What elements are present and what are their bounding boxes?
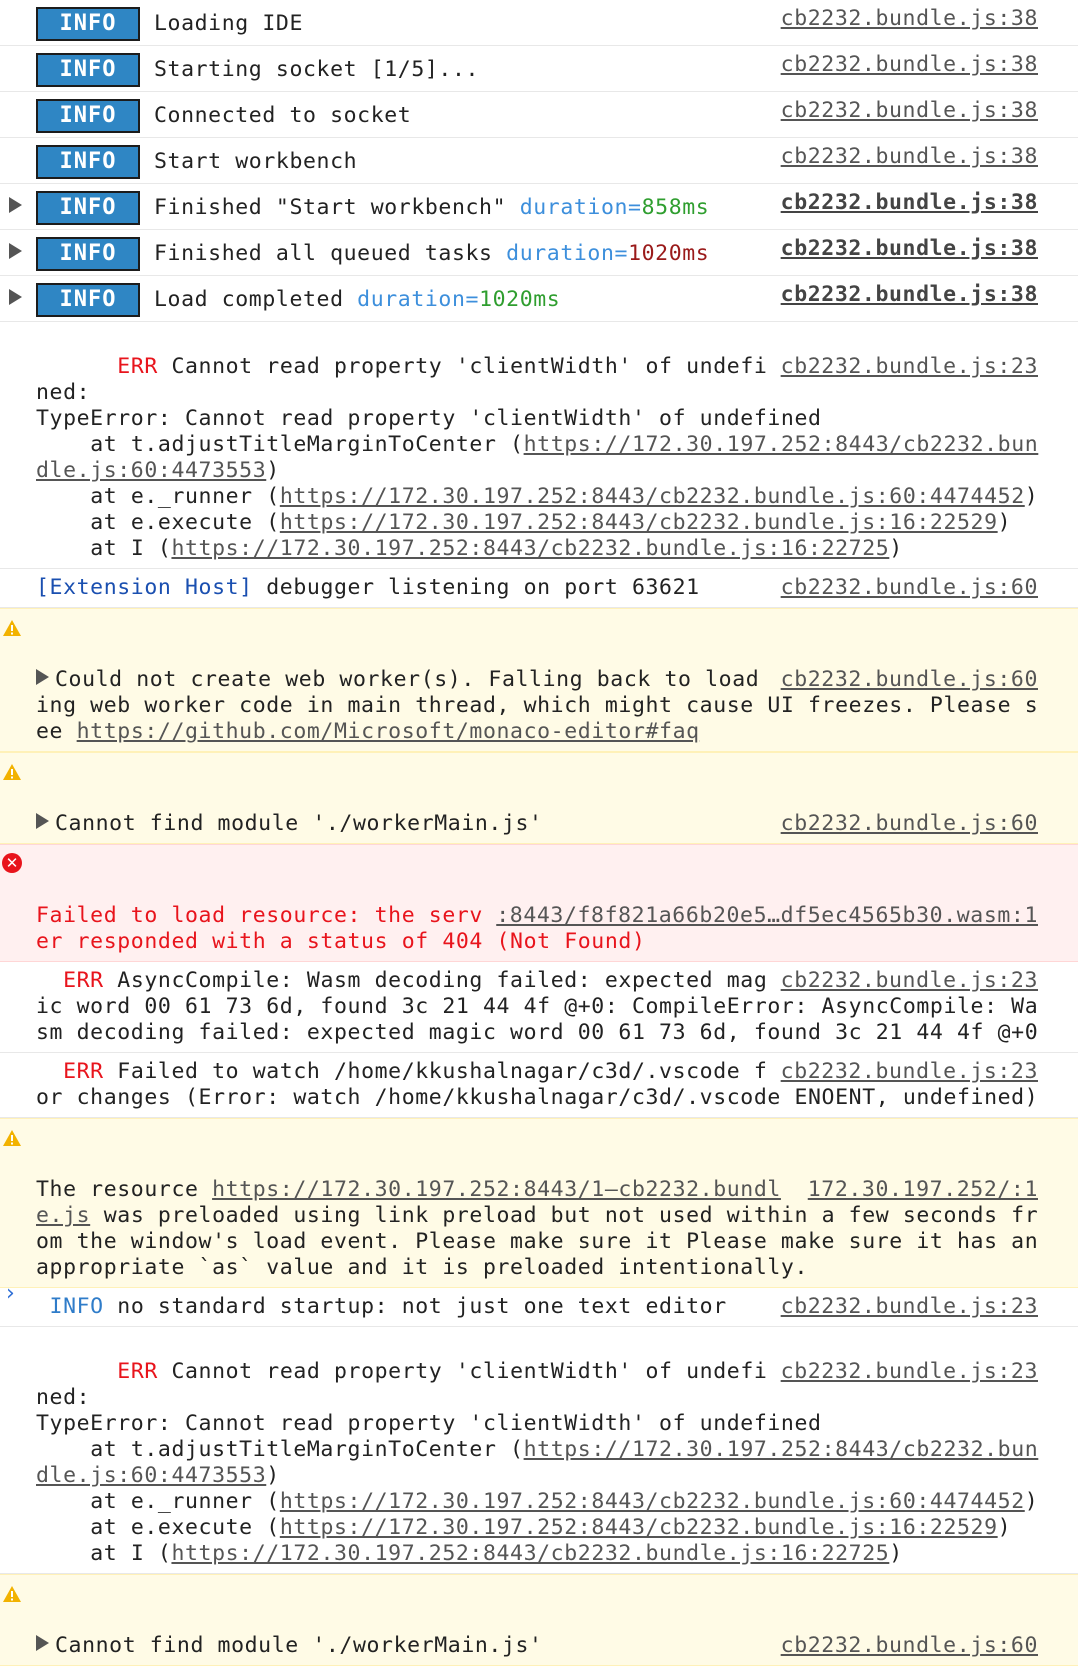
log-message: was preloaded using link preload but not used within a few seconds from the window's load event. Please make sure it Please make sure it has an appropriate `as` value and it is preloaded intentionally.	[36, 1203, 1052, 1280]
stack-link[interactable]: https://172.30.197.252:8443/cb2232.bundle.js:60:4473553	[36, 432, 1039, 483]
message-text: Finished "Start workbench"	[154, 195, 520, 220]
error-type-line: TypeError: Cannot read property 'clientWidth' of undefined	[36, 406, 822, 431]
stack-prefix: at I (	[36, 536, 172, 561]
expand-triangle-icon[interactable]	[9, 243, 22, 259]
log-message: Failed to load resource: the server responded with a status of 404 (Not Found)	[36, 903, 646, 954]
log-message: Connected to socket	[154, 103, 412, 128]
source-link[interactable]: cb2232.bundle.js:38	[780, 98, 1038, 123]
source-link[interactable]: cb2232.bundle.js:23	[780, 968, 1038, 993]
source-link[interactable]: cb2232.bundle.js:38	[780, 190, 1038, 215]
log-message: Starting socket [1/5]...	[154, 57, 480, 82]
log-message: Start workbench	[154, 149, 358, 174]
log-message: no standard startup: not just one text editor	[103, 1294, 727, 1319]
source-link[interactable]: cb2232.bundle.js:23	[780, 1294, 1038, 1319]
log-message	[154, 195, 709, 221]
log-message	[154, 287, 560, 313]
console-prompt-icon[interactable]: ›	[6, 1281, 16, 1306]
stack-prefix: at e._runner (	[36, 484, 280, 509]
stack-link[interactable]: https://172.30.197.252:8443/cb2232.bundle.js:16:22725	[171, 536, 890, 561]
paren: )	[1024, 1489, 1039, 1514]
warning-icon	[2, 1129, 22, 1147]
paren: )	[266, 458, 280, 483]
source-link[interactable]: cb2232.bundle.js:60	[780, 667, 1038, 692]
log-row-err	[0, 322, 1078, 569]
stack-link[interactable]: https://172.30.197.252:8443/cb2232.bundle.js:60:4473553	[36, 1437, 1039, 1488]
warning-icon	[2, 619, 22, 637]
log-row-warning[interactable]	[0, 608, 1078, 752]
info-badge: INFO	[36, 99, 140, 133]
log-row-info	[0, 138, 1078, 184]
stack-prefix: at I (	[36, 1541, 172, 1566]
expand-triangle-icon[interactable]	[9, 197, 22, 213]
err-tag: ERR	[117, 354, 158, 379]
stack-prefix: at t.adjustTitleMarginToCenter (	[36, 432, 524, 457]
log-row-info-expandable[interactable]	[0, 184, 1078, 230]
info-tag: INFO	[49, 1294, 104, 1319]
log-row-info	[0, 0, 1078, 46]
log-message-prefix: The resource	[36, 1177, 213, 1202]
source-link[interactable]: cb2232.bundle.js:60	[780, 1633, 1038, 1658]
log-row-error	[0, 844, 1078, 962]
log-message: Cannot find module './workerMain.js'	[55, 811, 543, 836]
info-badge: INFO	[36, 145, 140, 179]
source-link[interactable]: cb2232.bundle.js:38	[780, 236, 1038, 261]
duration-label: duration=	[506, 241, 629, 266]
stack-prefix: at e.execute (	[36, 510, 280, 535]
source-link[interactable]: 172.30.197.252/:1	[807, 1177, 1038, 1202]
duration-value: 1020ms	[628, 241, 710, 266]
paren: )	[997, 1515, 1012, 1540]
log-row-err	[0, 1053, 1078, 1118]
info-badge: INFO	[36, 283, 140, 317]
warning-icon	[2, 1585, 22, 1603]
paren: )	[889, 536, 903, 561]
extension-host-tag: [Extension Host]	[36, 575, 253, 600]
log-message	[154, 241, 709, 267]
error-type-line: TypeError: Cannot read property 'clientWidth' of undefined	[36, 1411, 822, 1436]
message-text: Load completed	[154, 287, 358, 312]
source-link[interactable]: cb2232.bundle.js:23	[780, 354, 1038, 379]
expand-triangle-icon[interactable]	[36, 813, 49, 829]
log-row-info	[0, 92, 1078, 138]
log-row-warning[interactable]	[0, 1574, 1078, 1666]
faq-link[interactable]: https://github.com/Microsoft/monaco-editor#faq	[76, 719, 700, 744]
source-link[interactable]: cb2232.bundle.js:38	[780, 144, 1038, 169]
log-message: Could not create web worker(s). Falling back to loading web worker code in main thread, which might cause UI freezes. Please see	[36, 667, 1039, 744]
source-link[interactable]: cb2232.bundle.js:23	[780, 1059, 1038, 1084]
stack-link[interactable]: https://172.30.197.252:8443/cb2232.bundle.js:16:22529	[279, 510, 998, 535]
log-row-info-expandable[interactable]	[0, 230, 1078, 276]
expand-triangle-icon[interactable]	[36, 1635, 49, 1651]
log-row-info-text	[0, 1288, 1078, 1327]
err-tag: ERR	[63, 968, 104, 993]
log-message: debugger listening on port 63621	[252, 575, 700, 600]
log-message: Failed to watch /home/kkushalnagar/c3d/.vscode for changes (Error: watch /home/kkushalnagar/c3d/.vscode ENOENT, undefined)	[36, 1059, 1039, 1110]
log-row-info	[0, 46, 1078, 92]
log-message: Cannot read property 'clientWidth' of undefined:	[36, 1359, 768, 1410]
paren: )	[266, 1463, 280, 1488]
duration-label: duration=	[357, 287, 480, 312]
source-link[interactable]: cb2232.bundle.js:38	[780, 52, 1038, 77]
resource-link[interactable]: https://172.30.197.252:8443/1–cb2232.bundle.js	[36, 1177, 781, 1228]
duration-label: duration=	[519, 195, 642, 220]
log-row-info-expandable[interactable]	[0, 276, 1078, 322]
log-message: Cannot find module './workerMain.js'	[55, 1633, 543, 1658]
stack-link[interactable]: https://172.30.197.252:8443/cb2232.bundle.js:16:22529	[279, 1515, 998, 1540]
source-link[interactable]: cb2232.bundle.js:38	[780, 282, 1038, 307]
warning-icon	[2, 763, 22, 781]
stack-link[interactable]: https://172.30.197.252:8443/cb2232.bundle.js:60:4474452	[279, 1489, 1025, 1514]
err-tag: ERR	[63, 1059, 104, 1084]
stack-link[interactable]: https://172.30.197.252:8443/cb2232.bundle.js:16:22725	[171, 1541, 890, 1566]
source-link[interactable]: :8443/f8f821a66b20e5…df5ec4565b30.wasm:1	[496, 903, 1038, 928]
stack-link[interactable]: https://172.30.197.252:8443/cb2232.bundle.js:60:4474452	[279, 484, 1025, 509]
source-link[interactable]: cb2232.bundle.js:60	[780, 575, 1038, 600]
info-badge: INFO	[36, 7, 140, 41]
stack-prefix: at t.adjustTitleMarginToCenter (	[36, 1437, 524, 1462]
info-badge: INFO	[36, 237, 140, 271]
source-link[interactable]: cb2232.bundle.js:38	[780, 6, 1038, 31]
expand-triangle-icon[interactable]	[9, 289, 22, 305]
info-badge: INFO	[36, 53, 140, 87]
stack-prefix: at e._runner (	[36, 1489, 280, 1514]
stack-prefix: at e.execute (	[36, 1515, 280, 1540]
log-row-err	[0, 1327, 1078, 1574]
paren: )	[997, 510, 1012, 535]
source-link[interactable]: cb2232.bundle.js:23	[780, 1359, 1038, 1384]
log-message: AsyncCompile: Wasm decoding failed: expected magic word 00 61 73 6d, found 3c 21 44 4f @+0: CompileError: AsyncCompile: Wasm decoding failed: expected magic word 00 61 73 6d, found 3c 21 44 4f @+0	[36, 968, 1039, 1045]
log-message: Cannot read property 'clientWidth' of undefined:	[36, 354, 768, 405]
paren: )	[889, 1541, 903, 1566]
log-row-extension-host	[0, 569, 1078, 608]
err-tag: ERR	[117, 1359, 158, 1384]
log-row-warning	[0, 1118, 1078, 1288]
message-text: Finished all queued tasks	[154, 241, 507, 266]
duration-value: 1020ms	[479, 287, 561, 312]
expand-triangle-icon[interactable]	[36, 669, 49, 685]
paren: )	[1024, 484, 1039, 509]
log-row-warning[interactable]	[0, 752, 1078, 844]
log-row-err	[0, 962, 1078, 1053]
log-message: Loading IDE	[154, 11, 303, 36]
source-link[interactable]: cb2232.bundle.js:60	[780, 811, 1038, 836]
info-badge: INFO	[36, 191, 140, 225]
duration-value: 858ms	[641, 195, 710, 220]
error-icon: ✕	[2, 853, 22, 873]
